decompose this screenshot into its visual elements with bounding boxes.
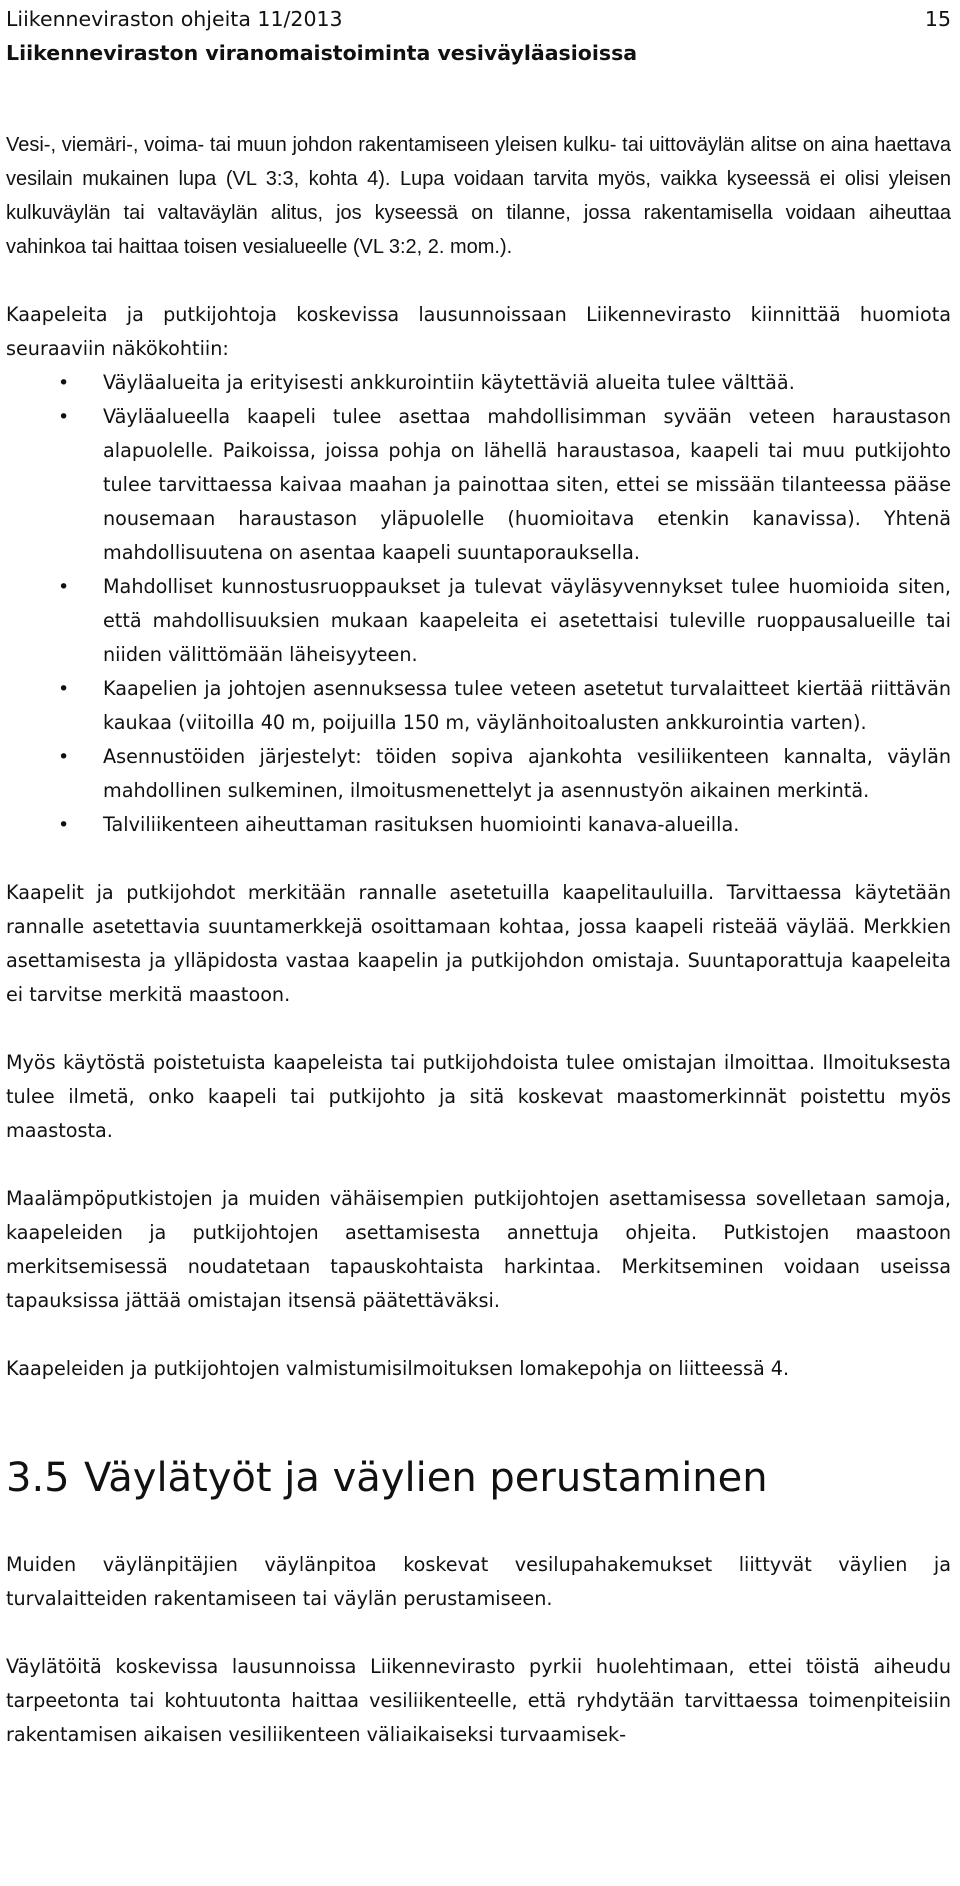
document-subtitle: Liikenneviraston viranomaistoiminta vesiväyläasioissa [6,41,638,65]
list-item [6,740,951,808]
paragraph-fairway-works-statements: Väylätöitä koskevissa lausunnoissa Liikennevirasto pyrkii huolehtimaan, ettei töistä aiheudu tarpeetonta tai kohtuutonta haittaa vesiliikenteelle, että ryhdytään tarvittaessa toimenpiteisiin rakentamisen aikaisen vesiliikenteen väliaikaiseksi turvaamisek- [6,1655,951,1746]
bullet-icon: • [58,814,70,836]
section-title: Väylätyöt ja väylien perustaminen [84,1455,768,1501]
bullet-icon: • [58,372,70,394]
bullet-icon: • [58,746,70,768]
section-number: 3.5 [6,1455,70,1501]
list-item-text: Talviliikenteen aiheuttaman rasituksen huomiointi kanava-alueilla. [103,813,740,836]
document-title: Liikenneviraston ohjeita 11/2013 [6,7,343,31]
list-item [6,366,951,400]
page-body [6,128,951,1752]
list-item [6,570,951,672]
list-item-text: Asennustöiden järjestelyt: töiden sopiva ajankohta vesiliikenteen kannalta, väylän mahdollinen sulkeminen, ilmoitusmenettelyt ja asennustyön aikainen merkintä. [103,745,951,802]
list-item-text: Mahdolliset kunnostusruoppaukset ja tulevat väyläsyvennykset tulee huomioida siten, että mahdollisuuksien mukaan kaapeleita ei asetettaisi tuleville ruoppausalueille tai niiden välittömään läheisyyteen. [103,575,951,666]
paragraph-cable-statement-intro: Kaapeleita ja putkijohtoja koskevissa lausunnoissaan Liikennevirasto kiinnittää huomiota seuraaviin näkökohtiin: [6,303,951,360]
paragraph-permit-requirement: Vesi-, viemäri-, voima- tai muun johdon rakentamiseen yleisen kulku- tai uittoväylän alitse on aina haettava vesilain mukainen lupa (VL 3:3, kohta 4). Lupa voidaan tarvita myös, vaikka kyseessä ei olisi yleisen kulkuväylän tai valtaväylän alitus, jos kyseessä on tilanne, jossa rakentamisella voidaan aiheuttaa vahinkoa tai haittaa toisen vesialueelle (VL 3:2, 2. mom.). [6,134,951,258]
bullet-icon: • [58,678,70,700]
list-item-text: Väyläalueita ja erityisesti ankkurointiin käytettäviä alueita tulee välttää. [103,371,795,394]
list-item-text: Kaapelien ja johtojen asennuksessa tulee veteen asetetut turvalaitteet kiertää riittävän kaukaa (viitoilla 40 m, poijuilla 150 m, väylänhoitoalusten ankkurointia varten). [103,677,951,734]
bullet-icon: • [58,406,70,428]
paragraph-decommissioned-cables: Myös käytöstä poistetuista kaapeleista tai putkijohdoista tulee omistajan ilmoittaa. Ilmoituksesta tulee ilmetä, onko kaapeli tai putkijohto ja sitä koskevat maastomerkinnät poistettu myös maastosta. [6,1051,951,1142]
bullet-icon: • [58,576,70,598]
cable-considerations-list [6,366,951,842]
paragraph-completion-form: Kaapeleiden ja putkijohtojen valmistumisilmoituksen lomakepohja on liitteessä 4. [6,1357,790,1380]
paragraph-other-fairway-maintainers: Muiden väylänpitäjien väylänpitoa koskevat vesilupahakemukset liittyvät väylien ja turvalaitteiden rakentamiseen tai väylän perustamiseen. [6,1553,951,1610]
list-item [6,400,951,570]
page-number: 15 [924,7,951,31]
page-header [6,2,951,70]
section-heading [6,1450,951,1506]
list-item-text: Väyläalueella kaapeli tulee asettaa mahdollisimman syvään veteen haraustason alapuolelle. Paikoissa, joissa pohja on lähellä haraustasoa, kaapeli tai muu putkijohto tulee tarvittaessa kaivaa maahan ja painottaa siten, ettei se missään tilanteessa pääse nousemaan haraustason yläpuolelle (huomioitava etenkin kanavissa). Yhtenä mahdollisuutena on asentaa kaapeli suuntaporauksella. [103,405,951,564]
list-item [6,808,951,842]
paragraph-geothermal-pipes: Maalämpöputkistojen ja muiden vähäisempien putkijohtojen asettamisessa sovelletaan samoja, kaapeleiden ja putkijohtojen asettamisesta annettuja ohjeita. Putkistojen maastoon merkitsemisessä noudatetaan tapauskohtaista harkintaa. Merkitseminen voidaan useissa tapauksissa jättää omistajan itsensä päätettäväksi. [6,1187,951,1312]
list-item [6,672,951,740]
paragraph-cable-marking: Kaapelit ja putkijohdot merkitään rannalle asetetuilla kaapelitauluilla. Tarvittaessa käytetään rannalle asetettavia suuntamerkkejä osoittamaan kohtaa, jossa kaapeli risteää väylää. Merkkien asettamisesta ja ylläpidosta vastaa kaapelin ja putkijohdon omistaja. Suuntaporattuja kaapeleita ei tarvitse merkitä maastoon. [6,881,951,1006]
